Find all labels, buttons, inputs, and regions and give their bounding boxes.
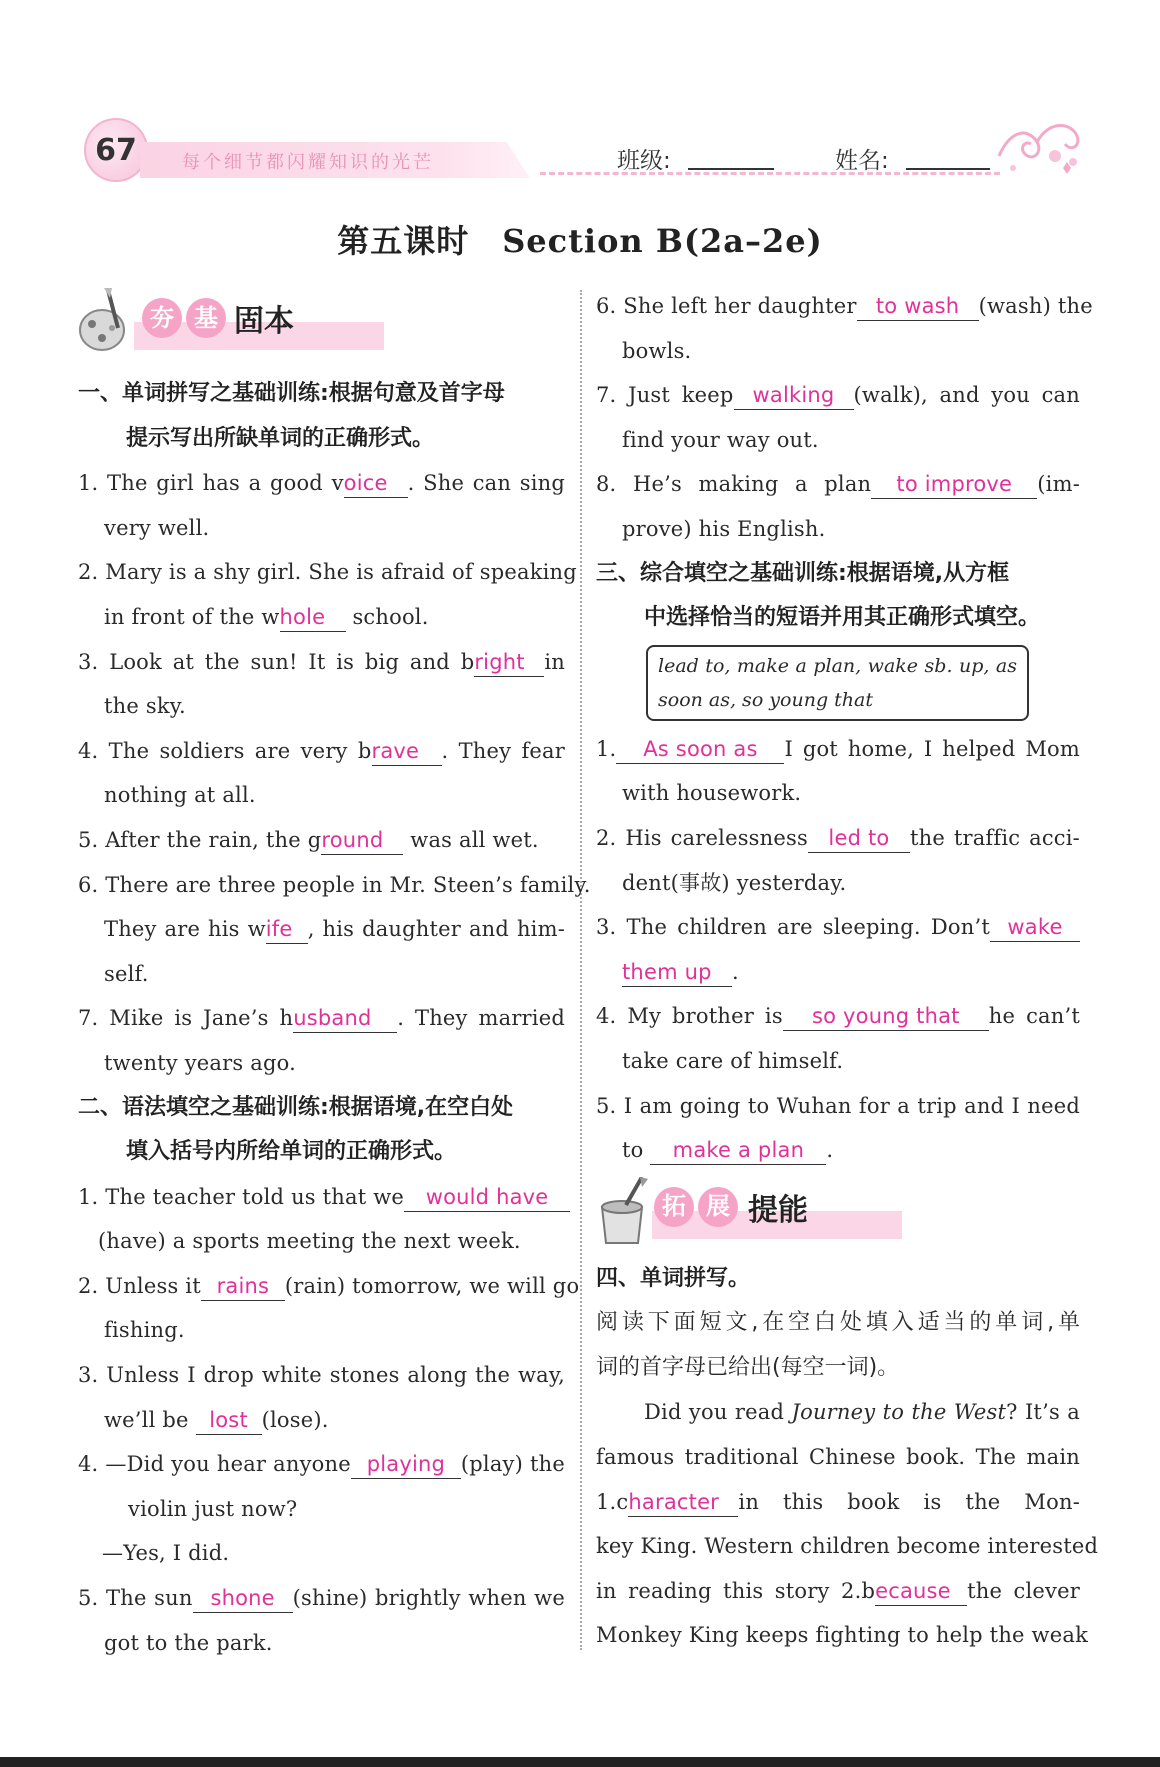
s3-q2-line2: dent(事故) yesterday. (622, 870, 847, 895)
s2-q5-line1: 5. The sun shone (shine) brightly when we (78, 1576, 565, 1621)
answer-blank[interactable]: walking (734, 381, 854, 410)
paint-bucket-icon (596, 1177, 652, 1247)
word-bank-box (646, 645, 1029, 721)
s1-q4-line2: nothing at all. (104, 783, 256, 808)
banner-pill-1: 拓 (654, 1187, 694, 1227)
banner-title: 固本 (234, 304, 294, 339)
word-bank-line1: lead to, make a plan, wake sb. up, as (658, 654, 1017, 677)
s1-q4-line1: 4. The soldiers are very brave . They fear (78, 729, 565, 774)
answer-blank[interactable]: them up (622, 958, 732, 987)
section4-heading: 四、单词拼写。 (596, 1265, 751, 1291)
passage-line4: key King. Western children become interested (596, 1534, 1099, 1559)
answer-blank[interactable]: rave (372, 737, 442, 766)
s2-q7-line2: find your way out. (622, 427, 819, 452)
answer-blank[interactable]: make a plan (650, 1136, 826, 1165)
flower-ornament-icon (993, 112, 1085, 176)
page-number: 67 (84, 118, 148, 182)
s1-q5-line1: 5. After the rain, the ground was all wet. (78, 818, 565, 863)
banner-pill-2: 基 (186, 298, 226, 338)
answer-blank[interactable]: right (474, 648, 544, 677)
s2-q2-line1: 2. Unless it rains (rain) tomorrow, we will go (78, 1264, 565, 1309)
lesson-title: 第五课时 Section B(2a–2e) (337, 222, 823, 260)
answer-blank[interactable]: ecause (875, 1577, 967, 1606)
s1-q1-line1: 1. The girl has a good voice . She can sing (78, 461, 565, 506)
s3-q5-line2: to make a plan . (596, 1128, 1080, 1173)
section1-heading-cont: 提示写出所缺单词的正确形式。 (126, 425, 435, 451)
section4-instruction-line1: 阅读下面短文,在空白处填入适当的单词,单 (596, 1310, 1080, 1336)
s3-q4-line2: take care of himself. (622, 1048, 844, 1073)
section2-heading: 二、语法填空之基础训练:根据语境,在空白处 (78, 1094, 514, 1120)
section2-heading-cont: 填入括号内所给单词的正确形式。 (126, 1139, 457, 1165)
s3-q3-line2: them up . (596, 950, 1080, 995)
right-column (596, 284, 1099, 1658)
s2-q7-line1: 7. Just keep walking (walk), and you can (596, 373, 1080, 418)
header-dashed-line (540, 172, 1000, 175)
extend-banner (596, 1173, 1080, 1257)
answer-blank[interactable]: oice (344, 469, 408, 498)
s3-q3-line1: 3. The children are sleeping. Don’t wake (596, 905, 1080, 950)
s2-q4-line3: —Yes, I did. (102, 1541, 230, 1566)
answer-blank[interactable]: led to (808, 824, 910, 853)
passage-line1: Did you read Journey to the West? It’s a (644, 1400, 1080, 1425)
s3-q5-line1: 5. I am going to Wuhan for a trip and I need (596, 1093, 1080, 1118)
answer-blank[interactable]: usband (293, 1004, 397, 1033)
answer-blank[interactable]: hole (280, 603, 346, 632)
answer-blank[interactable]: lost (196, 1406, 262, 1435)
answer-blank[interactable]: would have (404, 1183, 570, 1212)
column-divider (580, 290, 582, 1650)
answer-blank[interactable]: haracter (628, 1488, 738, 1517)
answer-blank[interactable]: As soon as (616, 735, 784, 764)
palette-icon (78, 288, 134, 358)
s2-q5-line2: got to the park. (104, 1630, 273, 1655)
s2-q6-line1: 6. She left her daughter to wash (wash) the (596, 284, 1080, 329)
s1-q6-line3: self. (104, 961, 149, 986)
s2-q8-line2: prove) his English. (622, 516, 826, 541)
s1-q2-line1: 2. Mary is a shy girl. She is afraid of speaking (78, 560, 577, 585)
s1-q6-line2: They are his wife , his daughter and him- (78, 907, 565, 952)
answer-blank[interactable]: ife (266, 915, 308, 944)
s2-q2-line2: fishing. (104, 1318, 185, 1343)
s2-q6-line2: bowls. (622, 338, 692, 363)
word-bank-line2: soon as, so young that (658, 688, 873, 711)
answer-blank[interactable]: to improve (871, 470, 1037, 499)
s2-q3-line1: 3. Unless I drop white stones along the way, (78, 1363, 565, 1388)
class-label: 班级: (617, 148, 671, 174)
s1-q7-line2: twenty years ago. (104, 1050, 296, 1075)
banner-title: 提能 (748, 1192, 808, 1228)
class-blank[interactable] (688, 168, 774, 170)
section3-heading-cont: 中选择恰当的短语并用其正确形式填空。 (644, 605, 1041, 631)
answer-blank[interactable]: shone (193, 1584, 293, 1613)
s3-q1-line1: 1. As soon as I got home, I helped Mom (596, 727, 1080, 772)
banner-pill-1: 夯 (142, 298, 182, 338)
s2-q3-line2: we’ll be lost (lose). (78, 1398, 565, 1443)
section4-instruction-line2: 词的首字母已给出(每空一词)。 (596, 1354, 900, 1380)
answer-blank[interactable]: round (321, 826, 403, 855)
passage-line3: 1.character in this book is the Mon- (596, 1480, 1080, 1525)
s3-q1-line2: with housework. (622, 781, 802, 806)
name-label: 姓名: (835, 148, 889, 174)
section3-heading: 三、综合填空之基础训练:根据语境,从方框 (596, 560, 1010, 586)
s1-q1-line2: very well. (104, 515, 210, 540)
bottom-edge (0, 1757, 1160, 1767)
slogan-text: 每个细节都闪耀知识的光芒 (182, 152, 434, 173)
answer-blank[interactable]: playing (351, 1450, 461, 1479)
passage-line2: famous traditional Chinese book. The main (596, 1445, 1080, 1470)
s1-q7-line1: 7. Mike is Jane’s husband . They married (78, 996, 565, 1041)
answer-blank[interactable]: wake (990, 913, 1080, 942)
passage-line5: in reading this story 2.because the clever (596, 1569, 1080, 1614)
s3-q2-line1: 2. His carelessness led to the traffic acci- (596, 816, 1080, 861)
s2-q1-line1: 1. The teacher told us that we would have (78, 1175, 565, 1220)
book-title: Journey to the West (791, 1400, 1007, 1425)
passage-line6: Monkey King keeps fighting to help the weak (596, 1623, 1088, 1648)
s1-q3-line2: the sky. (104, 694, 186, 719)
banner-pill-2: 展 (698, 1187, 738, 1227)
name-blank[interactable] (906, 168, 990, 170)
s2-q8-line1: 8. He’s making a plan to improve (im- (596, 462, 1080, 507)
left-column (78, 284, 591, 1665)
s2-q4-line1: 4. —Did you hear anyone playing (play) the (78, 1442, 565, 1487)
s2-q1-line2: (have) a sports meeting the next week. (98, 1229, 521, 1254)
s1-q3-line1: 3. Look at the sun! It is big and bright in (78, 640, 565, 685)
answer-blank[interactable]: rains (201, 1272, 285, 1301)
s3-q4-line1: 4. My brother is so young that he can’t (596, 994, 1080, 1039)
basic-banner (78, 284, 565, 372)
section1-heading: 一、单词拼写之基础训练:根据句意及首字母 (78, 381, 505, 406)
s1-q2-line2: in front of the whole school. (78, 595, 565, 640)
s1-q6-line1: 6. There are three people in Mr. Steen’s family. (78, 872, 591, 897)
answer-blank[interactable]: to wash (857, 292, 979, 321)
s2-q4-line2: violin just now? (128, 1496, 298, 1521)
answer-blank[interactable]: so young that (783, 1002, 989, 1031)
